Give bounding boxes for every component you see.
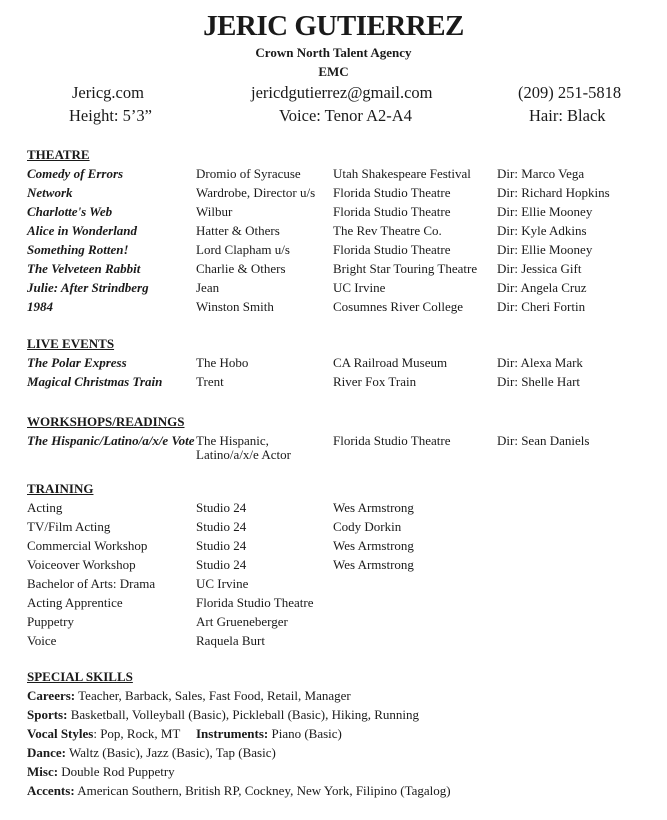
skill-vocal-instruments — [27, 724, 647, 743]
credit-role: Wardrobe, Director u/s — [196, 185, 316, 200]
credit-company: Cosumnes River College — [333, 299, 463, 314]
credit-row — [27, 221, 647, 240]
credit-company: River Fox Train — [333, 374, 417, 389]
credit-director: Dir: Cheri Fortin — [497, 299, 586, 314]
skill-label: Vocal Styles — [27, 726, 94, 741]
credit-title: Alice in Wonderland — [27, 223, 138, 238]
training-row — [27, 593, 647, 612]
skill-label: Sports: — [27, 707, 68, 722]
credit-row — [27, 372, 647, 391]
theatre-section — [27, 145, 647, 316]
training-school: Florida Studio Theatre — [196, 595, 314, 610]
training-school: Studio 24 — [196, 500, 247, 515]
skill-label: Careers: — [27, 688, 76, 703]
credit-row — [27, 240, 647, 259]
credit-title: Magical Christmas Train — [27, 374, 163, 389]
credit-company: Utah Shakespeare Festival — [333, 166, 471, 181]
credit-director: Dir: Alexa Mark — [497, 355, 583, 370]
training-teacher — [333, 593, 497, 612]
skill-value: Piano (Basic) — [268, 726, 342, 741]
credit-company: Florida Studio Theatre — [333, 433, 451, 448]
credit-company: Bright Star Touring Theatre — [333, 261, 478, 276]
section-heading: WORKSHOPS/READINGS — [27, 414, 185, 429]
hair: Hair: Black — [529, 106, 606, 125]
skill-value: Basketball, Volleyball (Basic), Pickleball (Basic), Hiking, Running — [67, 707, 420, 722]
training-row — [27, 555, 647, 574]
training-row — [27, 631, 647, 650]
skill-label: Misc: — [27, 764, 59, 779]
training-school: Art Grueneberger — [196, 614, 288, 629]
training-row — [27, 498, 647, 517]
skill-accents — [27, 781, 647, 800]
live_events-rows — [27, 353, 647, 391]
training-teacher — [333, 574, 497, 593]
credit-role: The Hobo — [196, 355, 249, 370]
credit-row — [27, 297, 647, 316]
credit-role: Trent — [196, 374, 224, 389]
credit-title: Charlotte's Web — [27, 204, 113, 219]
credit-company: Florida Studio Theatre — [333, 242, 451, 257]
theatre-rows — [27, 164, 647, 316]
credit-row — [27, 183, 647, 202]
workshops-rows — [27, 431, 647, 462]
credit-title: The Velveteen Rabbit — [27, 261, 141, 276]
skill-sports — [27, 705, 647, 724]
skill-value: Double Rod Puppetry — [58, 764, 175, 779]
training-subject: Acting Apprentice — [27, 595, 123, 610]
section-heading: THEATRE — [27, 147, 90, 162]
credit-title: Julie: After Strindberg — [27, 280, 149, 295]
credit-director: Dir: Sean Daniels — [497, 433, 590, 448]
skill-value: Teacher, Barback, Sales, Fast Food, Retail, Manager — [75, 688, 351, 703]
credit-title: Network — [27, 185, 73, 200]
live-events-section — [27, 334, 647, 391]
credit-title: The Hispanic/Latino/a/x/e Vote — [27, 433, 195, 448]
training-subject: Voiceover Workshop — [27, 557, 136, 572]
credit-director: Dir: Angela Cruz — [497, 280, 587, 295]
voice: Voice: Tenor A2-A4 — [279, 106, 412, 125]
skill-misc — [27, 762, 647, 781]
union-status: EMC — [318, 64, 349, 79]
credit-director: Dir: Ellie Mooney — [497, 204, 593, 219]
skill-label: Instruments: — [196, 726, 269, 741]
training-rows — [27, 498, 647, 650]
credit-row — [27, 353, 647, 372]
training-subject: Voice — [27, 633, 57, 648]
credit-title: 1984 — [27, 299, 53, 314]
credit-role: Hatter & Others — [196, 223, 280, 238]
credit-role: Lord Clapham u/s — [196, 242, 290, 257]
credit-director: Dir: Kyle Adkins — [497, 223, 587, 238]
credit-company: Florida Studio Theatre — [333, 204, 451, 219]
training-teacher: Wes Armstrong — [333, 538, 414, 553]
special-skills-section — [27, 667, 647, 800]
website: Jericg.com — [72, 83, 144, 102]
training-school: Studio 24 — [196, 538, 247, 553]
workshops-section — [27, 412, 647, 462]
credit-role: Wilbur — [196, 204, 233, 219]
section-heading: SPECIAL SKILLS — [27, 669, 133, 684]
skill-careers — [27, 686, 647, 705]
credit-director: Dir: Richard Hopkins — [497, 185, 610, 200]
section-heading: LIVE EVENTS — [27, 336, 115, 351]
training-teacher: Wes Armstrong — [333, 557, 414, 572]
training-row — [27, 612, 647, 631]
training-teacher — [333, 612, 497, 631]
credit-director: Dir: Jessica Gift — [497, 261, 582, 276]
credit-title: The Polar Express — [27, 355, 127, 370]
credit-company: UC Irvine — [333, 280, 386, 295]
credit-role: The Hispanic, Latino/a/x/e Actor — [196, 433, 291, 462]
credit-role: Dromio of Syracuse — [196, 166, 301, 181]
credit-role: Winston Smith — [196, 299, 274, 314]
credit-title: Comedy of Errors — [27, 166, 124, 181]
credit-role: Jean — [196, 280, 220, 295]
agency: Crown North Talent Agency — [255, 45, 412, 60]
training-row — [27, 536, 647, 555]
credit-row — [27, 164, 647, 183]
training-row — [27, 574, 647, 593]
credit-row — [27, 259, 647, 278]
training-row — [27, 517, 647, 536]
training-teacher: Cody Dorkin — [333, 519, 402, 534]
credit-row — [27, 431, 647, 462]
training-subject: Acting — [27, 500, 63, 515]
credit-row — [27, 202, 647, 221]
credit-company: The Rev Theatre Co. — [333, 223, 442, 238]
training-subject: Bachelor of Arts: Drama — [27, 576, 156, 591]
training-section — [27, 479, 647, 650]
credit-title: Something Rotten! — [27, 242, 129, 257]
credit-company: Florida Studio Theatre — [333, 185, 451, 200]
training-teacher: Wes Armstrong — [333, 500, 414, 515]
training-school: Raquela Burt — [196, 633, 265, 648]
email: jericdgutierrez@gmail.com — [251, 83, 433, 102]
training-school: Studio 24 — [196, 557, 247, 572]
credit-director: Dir: Marco Vega — [497, 166, 585, 181]
training-subject: TV/Film Acting — [27, 519, 111, 534]
skill-value: : Pop, Rock, MT — [93, 726, 181, 741]
training-subject: Puppetry — [27, 614, 74, 629]
training-school: Studio 24 — [196, 519, 247, 534]
credit-row — [27, 278, 647, 297]
skill-value: Waltz (Basic), Jazz (Basic), Tap (Basic) — [66, 745, 276, 760]
credit-director: Dir: Shelle Hart — [497, 374, 581, 389]
training-school: UC Irvine — [196, 576, 249, 591]
skill-label: Dance: — [27, 745, 66, 760]
credit-company: CA Railroad Museum — [333, 355, 448, 370]
section-heading: TRAINING — [27, 481, 94, 496]
skill-dance — [27, 743, 647, 762]
credit-role: Charlie & Others — [196, 261, 286, 276]
skill-value: American Southern, British RP, Cockney, New York, Filipino (Tagalog) — [74, 783, 451, 798]
training-subject: Commercial Workshop — [27, 538, 148, 553]
training-teacher — [333, 631, 497, 650]
height: Height: 5’3” — [69, 106, 152, 125]
skill-label: Accents: — [27, 783, 75, 798]
phone: (209) 251-5818 — [518, 83, 622, 102]
credit-director: Dir: Ellie Mooney — [497, 242, 593, 257]
resume-name: JERIC GUTIERREZ — [203, 10, 464, 42]
